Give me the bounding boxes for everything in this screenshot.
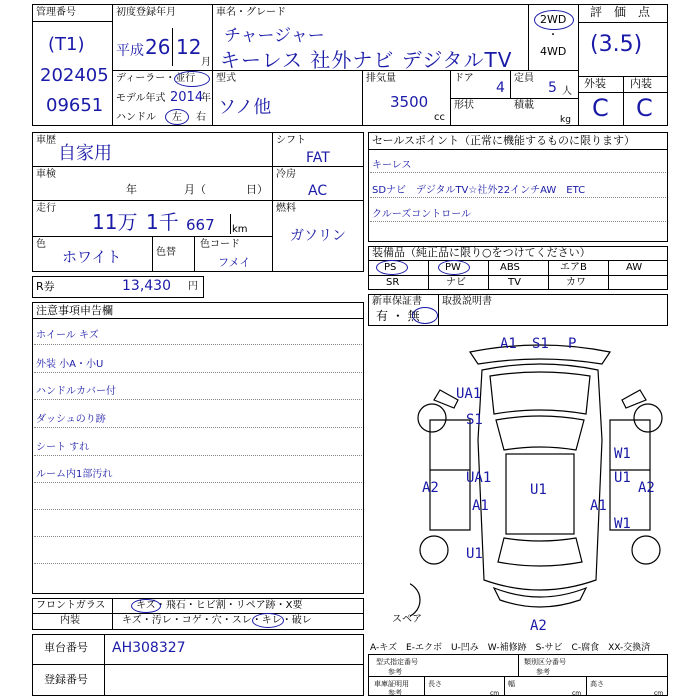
- recycle-unit: 円: [188, 281, 198, 292]
- front-glass-label: フロントガラス: [36, 600, 106, 611]
- type-designation-label: 型式指定番号: [376, 658, 418, 666]
- notes-item: 外装 小A・小U: [36, 359, 104, 370]
- dealer-circle: [174, 71, 210, 87]
- damage-code: A2: [638, 480, 655, 496]
- drive-4wd: 4WD: [540, 45, 567, 58]
- model-year: 2014: [170, 90, 204, 105]
- handle-circle: [165, 109, 189, 125]
- equip-ps: PS: [384, 262, 397, 273]
- damage-code: U1: [614, 470, 631, 486]
- interior-label: 内装: [60, 615, 80, 626]
- warranty-circle: [412, 307, 438, 324]
- notes-item: ルーム内1部汚れ: [36, 469, 113, 480]
- door-value: 4: [496, 80, 505, 96]
- color-code-value: フメイ: [218, 256, 251, 269]
- notes-item: ハンドルカバー付: [36, 386, 116, 397]
- type-designation-ref: 参考: [388, 668, 402, 676]
- history-value: 自家用: [58, 143, 112, 164]
- recycle-value: 13,430: [122, 278, 171, 294]
- notes-label: 注意事項申告欄: [36, 304, 113, 317]
- cap-unit: 人: [562, 86, 572, 97]
- legend: A-キズ E-エクボ U-凹み W-補修跡 S-サビ C-腐食 XX-交換済: [370, 643, 651, 653]
- spare-label: スペア: [392, 614, 422, 625]
- damage-code: A2: [422, 480, 439, 496]
- mgmt-no2: 09651: [46, 95, 104, 116]
- model-year-label: モデル年式: [116, 93, 166, 104]
- mgmt-label: 管理番号: [36, 7, 76, 18]
- interior-circle: [252, 613, 284, 628]
- width-label: 幅: [508, 680, 515, 688]
- color-label: 色: [36, 239, 46, 250]
- handle-label: ハンドル: [116, 112, 156, 123]
- damage-code: UA1: [456, 386, 482, 402]
- equipment-label: 装備品（純正品に限り○をつけてください）: [372, 246, 591, 259]
- mgmt-no1: 202405: [40, 65, 109, 86]
- reg-month: 12: [176, 35, 202, 59]
- damage-code: W1: [614, 446, 631, 462]
- int-grade: C: [636, 94, 653, 122]
- damage-code: U1: [530, 482, 547, 498]
- ac-value: AC: [308, 183, 328, 199]
- shift-value: FAT: [306, 150, 330, 166]
- equip-aw: AW: [626, 262, 643, 273]
- manual-label: 取扱説明書: [442, 296, 492, 307]
- ext-label: 外装: [584, 77, 606, 90]
- dealer-label: ディーラー・並行: [116, 73, 196, 84]
- month-suffix: 月: [201, 57, 211, 68]
- damage-code: A2: [530, 618, 547, 634]
- disp-value: 3500: [390, 93, 429, 111]
- sales-label: セールスポイント（正常に機能するものに限ります）: [372, 134, 636, 147]
- ext-grade: C: [592, 94, 609, 122]
- type-label: 型式: [216, 73, 236, 84]
- sales-item: クルーズコントロール: [372, 209, 471, 220]
- equip-sr: SR: [386, 277, 400, 288]
- damage-code: A1: [590, 498, 607, 514]
- height-label: 高さ: [590, 680, 604, 688]
- warranty-label: 新車保証書: [372, 296, 422, 307]
- damage-code: U1: [466, 546, 483, 562]
- load-label: 積載: [514, 100, 534, 111]
- equip-leather: カワ: [566, 277, 586, 288]
- front-glass-items: キズ・飛石・ヒビ割・リペア跡・X要: [136, 600, 303, 611]
- car-name-line1: チャージャー: [224, 26, 325, 46]
- history-label: 車歴: [36, 135, 56, 146]
- damage-code: W1: [614, 516, 631, 532]
- insp-day: 日）: [246, 183, 268, 196]
- eval-score: (3.5): [590, 32, 643, 57]
- insp-year: 年: [126, 183, 137, 196]
- equip-pw: PW: [445, 262, 461, 273]
- fuel-label: 燃料: [276, 203, 296, 214]
- car-name-label: 車名・グレード: [216, 7, 286, 18]
- int-label: 内装: [630, 77, 652, 90]
- sales-item: キーレス: [372, 160, 412, 171]
- notes-item: シート すれ: [36, 442, 90, 453]
- handle-left: 左: [172, 112, 182, 123]
- length-unit: cm: [490, 690, 500, 697]
- recycle-box: [32, 276, 204, 298]
- warranty-value: 有 ・ 無: [376, 309, 420, 323]
- mileage-rest: 667: [186, 216, 215, 234]
- equip-navi: ナビ: [446, 277, 466, 288]
- damage-code: A1: [472, 498, 489, 514]
- front-glass-circle: [131, 599, 161, 613]
- color-code-label: 色コード: [200, 239, 240, 250]
- equip-airbag: エアB: [560, 262, 587, 273]
- first-reg-label: 初度登録年月: [116, 7, 176, 18]
- car-name-line2: キーレス 社外ナビ デジタルTV: [220, 48, 513, 72]
- damage-code: A1: [500, 336, 517, 352]
- inspection-label: 車検: [36, 169, 56, 180]
- mileage-label: 走行: [36, 203, 56, 214]
- mgmt-t: (T1): [48, 34, 85, 55]
- notes-item: ダッシュのり跡: [36, 414, 106, 425]
- damage-code: S1: [466, 412, 483, 428]
- door-label: ドア: [454, 73, 474, 84]
- eval-label: 評 価 点: [590, 5, 651, 19]
- type-value: ソノ他: [218, 97, 272, 118]
- sales-item: SDナビ デジタルTV☆社外22インチAW ETC: [372, 185, 586, 196]
- registration-label: 登録番号: [44, 673, 88, 686]
- interior-items: キズ・汚レ・コゲ・穴・スレ・キレ・破レ: [122, 615, 312, 626]
- cap-value: 5: [548, 80, 557, 96]
- cap-label: 定員: [514, 73, 534, 84]
- class-label: 類別区分番号: [524, 658, 566, 666]
- drive-sep: ・: [548, 30, 558, 41]
- mileage-unit: km: [232, 224, 248, 235]
- mileage-man: 11万: [92, 210, 138, 234]
- recycle-label: R券: [36, 280, 55, 293]
- color-value: ホワイト: [62, 248, 122, 266]
- car-diagram: [410, 330, 670, 630]
- disp-label: 排気量: [366, 73, 396, 84]
- width-unit: cm: [572, 690, 582, 697]
- handle-right: 右: [196, 112, 206, 123]
- equip-tv: TV: [508, 277, 521, 288]
- ac-label: 冷房: [276, 169, 296, 180]
- shift-label: シフト: [276, 135, 306, 146]
- chassis-value: AH308327: [112, 640, 186, 656]
- cert-label: 車庫証明用: [374, 680, 409, 688]
- cert-ref: 参考: [388, 689, 402, 697]
- shape-label: 形状: [454, 100, 474, 111]
- notes-item: ホイール キズ: [36, 330, 99, 341]
- damage-code: P: [568, 336, 577, 352]
- insp-month: 月（: [184, 183, 206, 196]
- class-ref: 参考: [536, 668, 550, 676]
- disp-unit: cc: [434, 112, 445, 123]
- mileage-sen: 1千: [146, 210, 179, 234]
- fuel-value: ガソリン: [290, 228, 346, 244]
- equip-abs: ABS: [500, 262, 520, 273]
- damage-code: S1: [532, 336, 549, 352]
- era-year: 26: [145, 35, 171, 59]
- model-year-suffix: 年: [201, 93, 211, 104]
- era: 平成: [116, 43, 144, 59]
- height-unit: cm: [654, 690, 664, 697]
- damage-code: UA1: [466, 470, 492, 486]
- chassis-label: 車台番号: [44, 641, 88, 654]
- color-change-label: 色替: [156, 247, 176, 258]
- load-unit: kg: [560, 115, 571, 125]
- drive-2wd: 2WD: [540, 13, 567, 26]
- length-label: 長さ: [428, 680, 442, 688]
